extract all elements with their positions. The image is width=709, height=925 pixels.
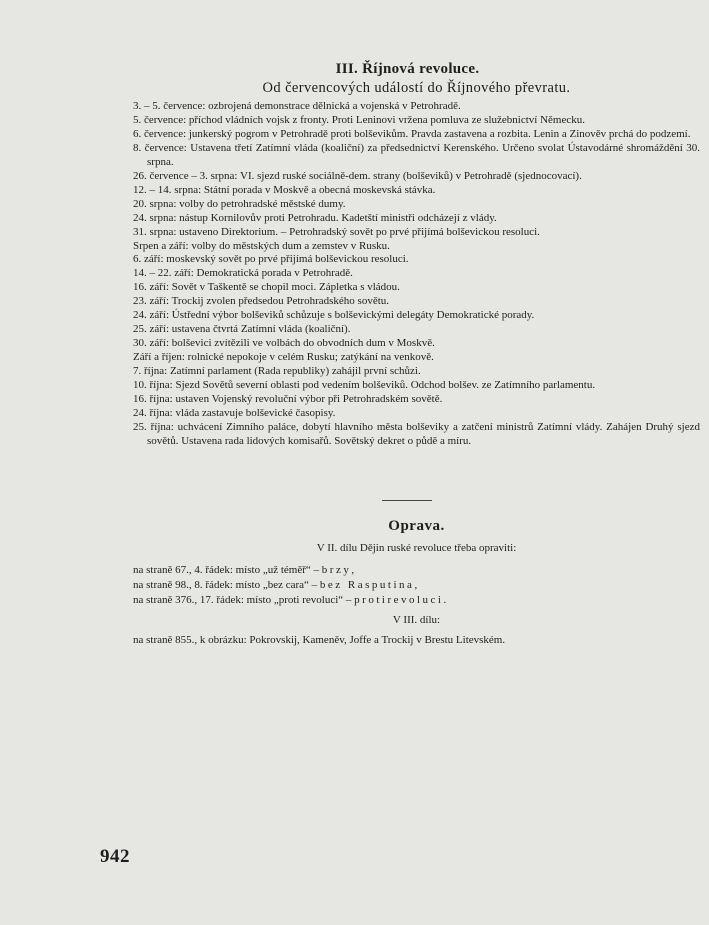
errata-line bbox=[133, 579, 700, 591]
chronology-entry: 6. července: junkerský pogrom v Petrohradě proti bolševikům. Pravda zastavena a rozbita. Lenin a Zinověv prchá do podzemí. bbox=[133, 127, 691, 140]
chronology-entry: 30. září: bolševici zvítězili ve volbách do obvodních dum v Moskvě. bbox=[133, 337, 435, 350]
errata-correction: protirevoluci bbox=[354, 594, 444, 606]
errata-part2-heading: V II. dílu Dějin ruské revoluce třeba opraviti: bbox=[316, 542, 517, 554]
errata-line-suffix: , bbox=[414, 579, 418, 591]
page-number: 942 bbox=[100, 846, 130, 867]
chronology-entry: 16. října: ustaven Vojenský revoluční výbor při Petrohradském sovětě. bbox=[133, 393, 443, 406]
chronology-entry: 25. září: ustavena čtvrtá Zatímní vláda (koaliční). bbox=[133, 323, 351, 336]
errata-part3-heading: V III. dílu: bbox=[392, 614, 441, 626]
errata-title: Oprava. bbox=[388, 518, 445, 534]
errata-correction: bez Rasputina bbox=[319, 579, 415, 591]
errata-line bbox=[133, 594, 700, 606]
chronology-entry: 26. července – 3. srpna: VI. sjezd ruské sociálně-dem. strany (bolševiků) v Petrohradě (sjednocovací). bbox=[133, 169, 582, 182]
chronology-entry: 8. července: Ustavena třetí Zatímní vláda (koaliční) za předsednictví Kerenského. Určeno svolat Ústavodárné shromáždění 30. srpna. bbox=[133, 141, 700, 168]
chronology-entry: 23. září: Trockij zvolen předsedou Petrohradského sovětu. bbox=[133, 295, 390, 308]
chronology-entry: 25. října: uchvácení Zimního paláce, dobytí hlavního města bolševiky a zatčení ministrů Zatímní vlády. Zahájen Druhý sjezd sovětů. Ustavena rada lidových komisařů. Sovětský dekret o půdě a míru. bbox=[133, 420, 700, 447]
errata-correction: brzy bbox=[321, 564, 352, 576]
chronology-entry: 31. srpna: ustaveno Direktorium. – Petrohradský sovět po prvé přijímá bolševickou resoluci. bbox=[133, 225, 540, 238]
errata-line bbox=[133, 564, 700, 576]
chronology-entry: 6. září: moskevský sovět po prvé přijímá bolševickou resoluci. bbox=[133, 253, 409, 266]
chronology-entry: Září a říjen: rolnické nepokoje v celém Rusku; zatýkání na venkově. bbox=[133, 351, 434, 364]
errata-line-prefix: na straně 67., 4. řádek: místo „už téměř“ – bbox=[133, 564, 322, 576]
chronology-list bbox=[133, 100, 700, 449]
errata-line-prefix: na straně 376., 17. řádek: místo „proti revoluci“ – bbox=[133, 594, 355, 606]
section-divider bbox=[382, 500, 432, 501]
chronology-entry: 3. – 5. července: ozbrojená demonstrace dělnická a vojenská v Petrohradě. bbox=[133, 100, 461, 112]
chronology-entry: 10. října: Sjezd Sovětů severní oblasti pod vedením bolševiků. Odchod bolšev. ze Zatímního parlamentu. bbox=[133, 379, 596, 392]
chronology-entry: 14. – 22. září: Demokratická porada v Petrohradě. bbox=[133, 267, 353, 280]
errata-line-suffix: , bbox=[351, 564, 355, 576]
chronology-entry: 24. září: Ústřední výbor bolševiků schůzuje s bolševickými delegáty Demokratické porady. bbox=[133, 309, 535, 322]
chronology-entry: 12. – 14. srpna: Státní porada v Moskvě a obecná moskevská stávka. bbox=[133, 183, 436, 196]
chapter-subtitle: Od červencových událostí do Říjnového převratu. bbox=[262, 80, 571, 96]
chronology-entry: 5. července: příchod vládních vojsk z fronty. Proti Leninovi vržena pomluva ze služebnictví Německu. bbox=[133, 113, 585, 126]
chronology-entry: 16. září: Sovět v Taškentě se chopil moci. Zápletka s vládou. bbox=[133, 281, 400, 294]
chapter-title: III. Říjnová revoluce. bbox=[335, 61, 480, 77]
chronology-entry: 24. srpna: nástup Kornilovův proti Petrohradu. Kadetští ministři odcházejí z vlády. bbox=[133, 211, 497, 224]
errata-line-suffix: . bbox=[443, 594, 447, 606]
chronology-entry: Srpen a září: volby do městských dum a zemstev v Rusku. bbox=[133, 239, 390, 252]
chronology-entry: 20. srpna: volby do petrohradské městské dumy. bbox=[133, 197, 346, 210]
errata-line-prefix: na straně 98., 8. řádek: místo „bez cara“ – bbox=[133, 579, 320, 591]
chronology-entry: 24. října: vláda zastavuje bolševické časopisy. bbox=[133, 406, 336, 419]
errata-line: na straně 855., k obrázku: Pokrovskij, Kameněv, Joffe a Trockij v Brestu Litevském. bbox=[133, 634, 506, 646]
chronology-entry: 7. října: Zatímní parlament (Rada republiky) zahájil první schůzi. bbox=[133, 365, 421, 378]
